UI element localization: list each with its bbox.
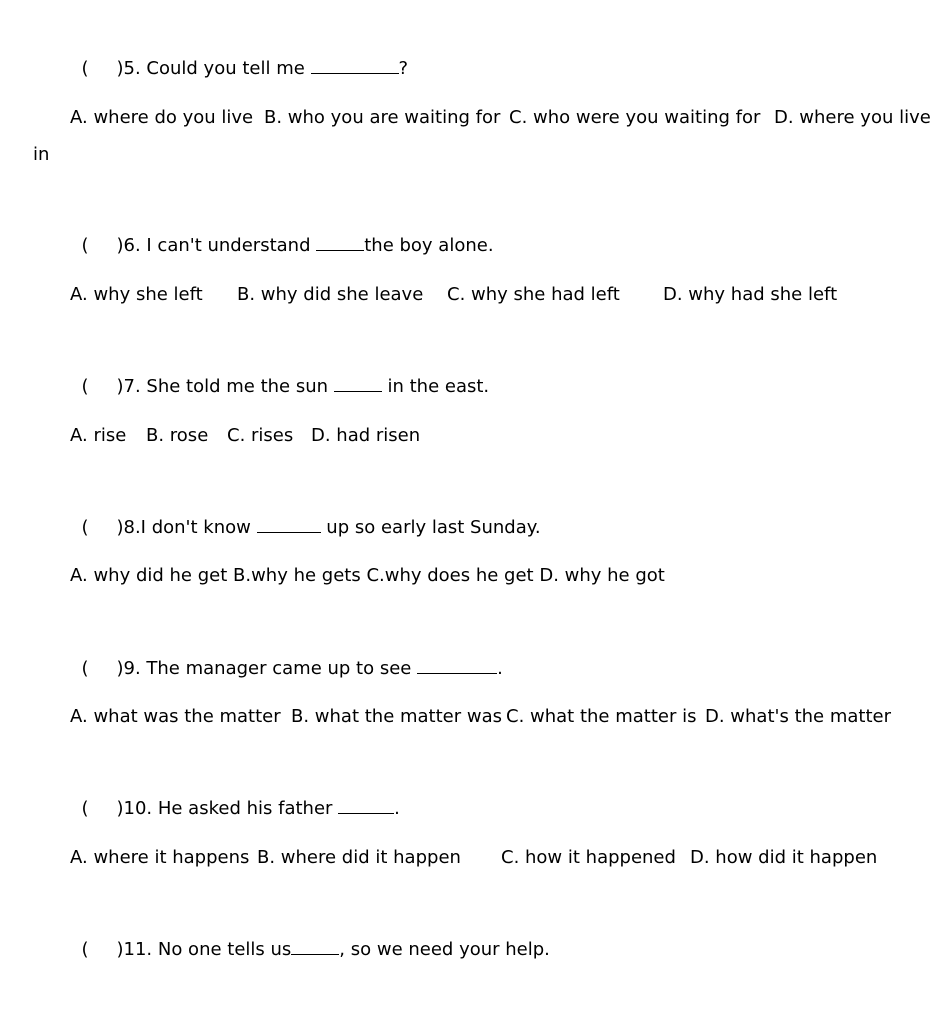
option-a: A. where it happens [70, 847, 250, 868]
option-c: C. what the matter is [506, 706, 697, 727]
answer-paren: ( [81, 517, 89, 538]
option-b: B. what the matter was [291, 706, 502, 727]
question-text-after: . [497, 658, 503, 679]
answer-blank [257, 518, 321, 533]
answer-paren: ( [81, 798, 89, 819]
option-b: B. who you are waiting for [264, 107, 501, 128]
question-text-after: , so we need your help. [339, 939, 550, 960]
option-d: D. what's the matter [705, 706, 891, 727]
answer-paren: ( [81, 939, 89, 960]
answer-paren: ( [81, 235, 89, 256]
question-text-after: ? [398, 58, 409, 79]
question-text-before: )9. The manager came up to see [116, 658, 418, 679]
option-d: D. where you live [774, 107, 931, 128]
option-a: A. rise [70, 425, 127, 446]
question-text-after: up so early last Sunday. [320, 517, 541, 538]
option-c: C. who were you waiting for [509, 107, 761, 128]
question-6-stem [70, 213, 494, 257]
question-8-stem [70, 495, 541, 539]
question-text-after: . [394, 798, 400, 819]
answer-blank [311, 59, 399, 74]
question-text-before: )5. Could you tell me [116, 58, 311, 79]
answer-blank [291, 940, 339, 955]
question-5-stem [70, 36, 408, 80]
answer-paren: ( [81, 658, 89, 679]
answer-blank [338, 799, 394, 814]
question-text-before: )6. I can't understand [116, 235, 317, 256]
option-d: D. had risen [311, 425, 421, 446]
option-a: A. what was the matter [70, 706, 281, 727]
answer-paren: ( [81, 58, 89, 79]
question-text-before: )10. He asked his father [116, 798, 339, 819]
option-c: C. how it happened [501, 847, 676, 868]
question-10-stem [70, 776, 400, 820]
question-text-before: )11. No one tells us [116, 939, 292, 960]
question-7-stem [70, 354, 489, 398]
question-text-before: )8.I don't know [116, 517, 257, 538]
option-a: A. where do you live [70, 107, 254, 128]
option-b: B. why did she leave [237, 284, 424, 305]
question-text-before: )7. She told me the sun [116, 376, 334, 397]
question-11-stem [70, 917, 550, 961]
option-d-wrap: in [33, 144, 50, 165]
option-d: D. why had she left [663, 284, 838, 305]
option-b: B. where did it happen [257, 847, 461, 868]
answer-blank [316, 236, 364, 251]
answer-paren: ( [81, 376, 89, 397]
question-text-after: the boy alone. [364, 235, 494, 256]
option-b: B. rose [146, 425, 209, 446]
answer-blank [334, 377, 382, 392]
question-8-options: A. why did he get B.why he gets C.why does he get D. why he got [70, 565, 665, 586]
option-a: A. why she left [70, 284, 203, 305]
option-c: C. why she had left [447, 284, 620, 305]
option-c: C. rises [227, 425, 294, 446]
question-9-stem [70, 636, 503, 680]
answer-blank [417, 659, 497, 674]
option-d: D. how did it happen [690, 847, 878, 868]
question-text-after: in the east. [381, 376, 490, 397]
